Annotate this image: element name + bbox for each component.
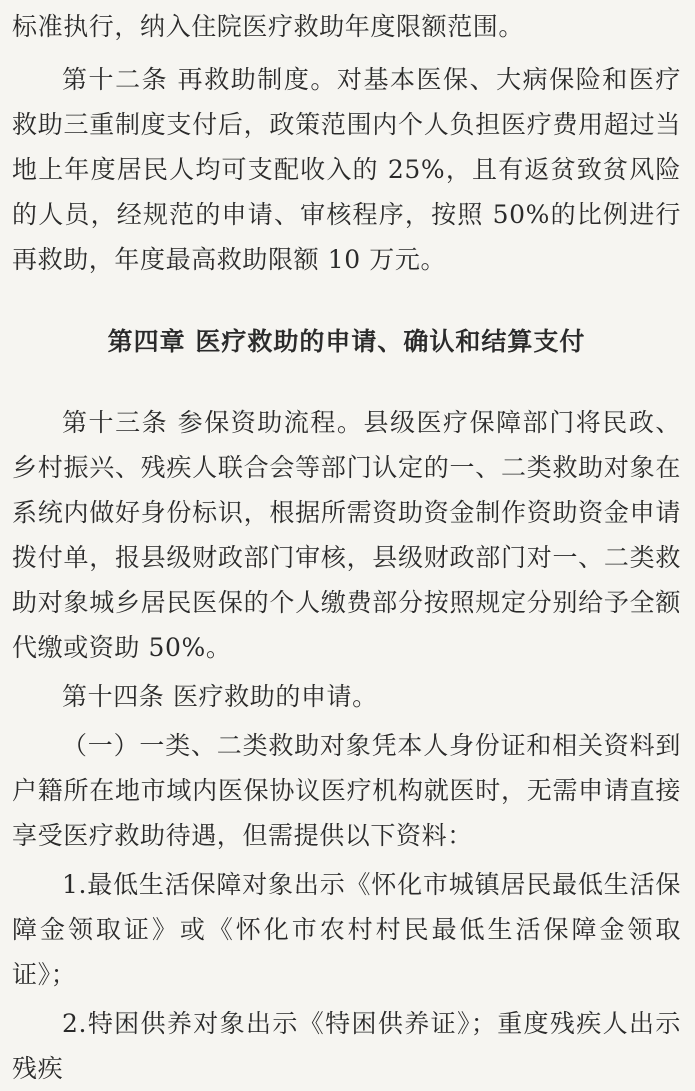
- item-1-2-paragraph: 2.特困供养对象出示《特困供养证》；重度残疾人出示残疾: [12, 1009, 681, 1083]
- item-1-1-paragraph: 1.最低生活保障对象出示《怀化市城镇居民最低生活保障金领取证》或《怀化市农村村民最低生活保障金领取证》；: [12, 870, 681, 989]
- paragraph-continuation: 标准执行，纳入住院医疗救助年度限额范围。: [12, 12, 525, 41]
- item-1-paragraph: （一）一类、二类救助对象凭本人身份证和相关资料到户籍所在地市域内医保协议医疗机构就医时，无需申请直接享受医疗救助待遇，但需提供以下资料：: [12, 731, 681, 850]
- article-12-paragraph: 第十二条 再救助制度。对基本医保、大病保险和医疗救助三重制度支付后，政策范围内个人负担医疗费用超过当地上年度居民人均可支配收入的 25%，且有返贫致贫风险的人员，经规范的申请、审核程序，按照 50%的比例进行再救助，年度最高救助限额 10 万元。: [12, 65, 681, 274]
- article-14-heading: 第十四条 医疗救助的申请。: [62, 682, 378, 711]
- chapter-4-heading: 第四章 医疗救助的申请、确认和结算支付: [107, 327, 586, 356]
- article-13-paragraph: 第十三条 参保资助流程。县级医疗保障部门将民政、乡村振兴、残疾人联合会等部门认定的一、二类救助对象在系统内做好身份标识，根据所需资助资金制作资助资金申请拨付单，报县级财政部门审核，县级财政部门对一、二类救助对象城乡居民医保的个人缴费部分按照规定分别给予全额代缴或资助 50%。: [12, 408, 681, 662]
